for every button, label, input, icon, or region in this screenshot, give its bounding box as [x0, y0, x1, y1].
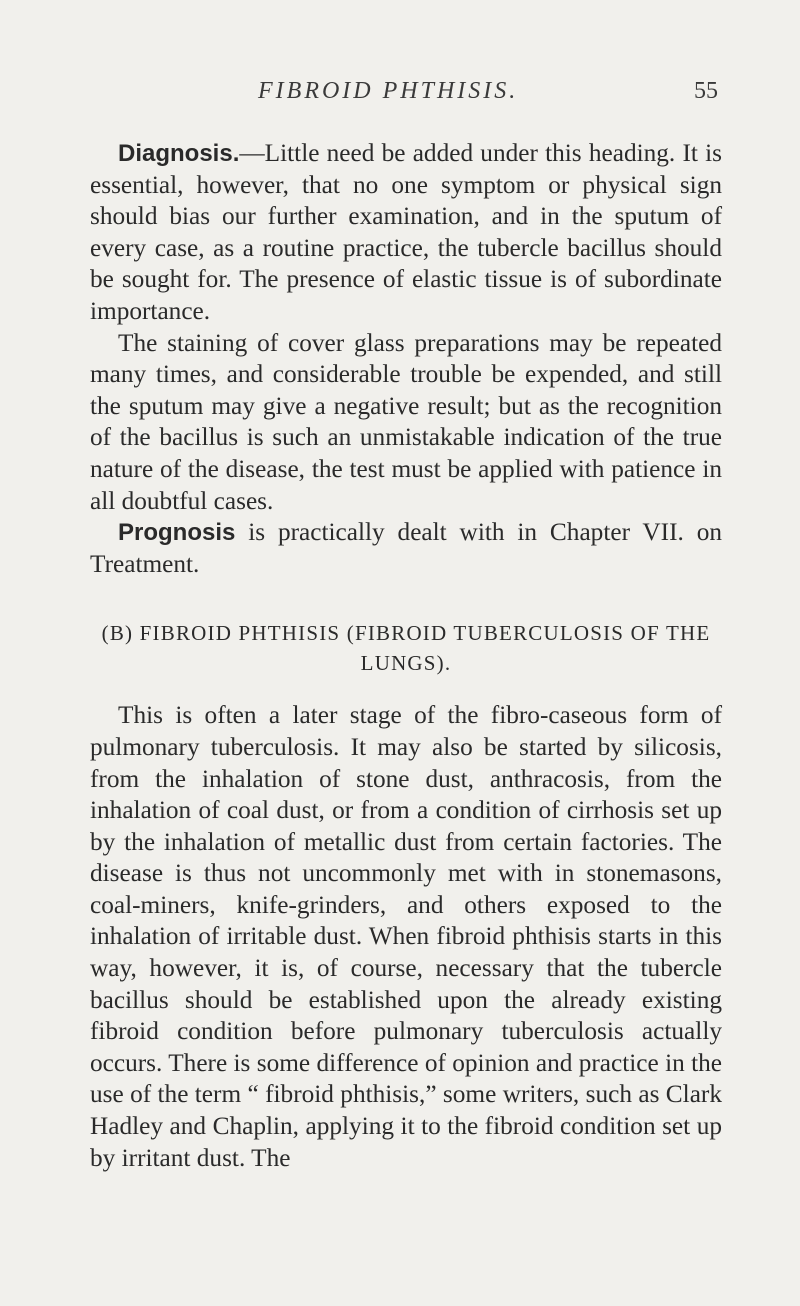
diagnosis-paragraph [90, 138, 722, 328]
diagnosis-text: —Little need be added under this heading. It is essential, however, that no one symptom or physical sign should bias our further examination, and in the sputum of every case, as a routine practice, the tubercle bacillus should be sought for. The presence of elastic tissue is of subordinate importance. [90, 139, 722, 325]
running-title: FIBROID PHTHISIS. [258, 78, 519, 104]
prognosis-text: is practically dealt with in Chapter VII. on Treatment. [90, 518, 722, 578]
section-heading: (B) FIBROID PHTHISIS (FIBROID TUBERCULOSIS OF THE LUNGS). [101, 621, 711, 676]
fibroid-phthisis-paragraph: This is often a later stage of the fibro-caseous form of pulmonary tuberculosis. It may also be started by silicosis, from the inhalation of stone dust, anthracosis, from the inhalation of coal dust, or from a condition of cirrhosis set up by the inhalation of metallic dust from certain factories. The disease is thus not uncommonly met with in stonemasons, coal-miners, knife-grinders, and others exposed to the inhalation of irritable dust. When fibroid phthisis starts in this way, however, it is, of course, necessary that the tubercle bacillus should be established upon the already existing fibroid condition before pulmonary tuberculosis actually occurs. There is some difference of opinion and practice in the use of the term “ fibroid phthisis,” some writers, such as Clark Hadley and Chaplin, applying it to the fibroid condition set up by irritant dust. The [90, 701, 722, 1172]
prognosis-paragraph [90, 517, 722, 580]
prognosis-label: Prognosis [118, 519, 236, 547]
diagnosis-label: Diagnosis. [118, 140, 240, 167]
body-text [90, 138, 722, 1174]
page-number: 55 [694, 78, 718, 104]
staining-paragraph: The staining of cover glass preparations may be repeated many times, and considerable trouble be expended, and still the sputum may give a negative result; but as the recognition of the bacillus is such an unmistakable indication of the true nature of the disease, the test must be applied with patience in all doubtful cases. [90, 328, 722, 515]
